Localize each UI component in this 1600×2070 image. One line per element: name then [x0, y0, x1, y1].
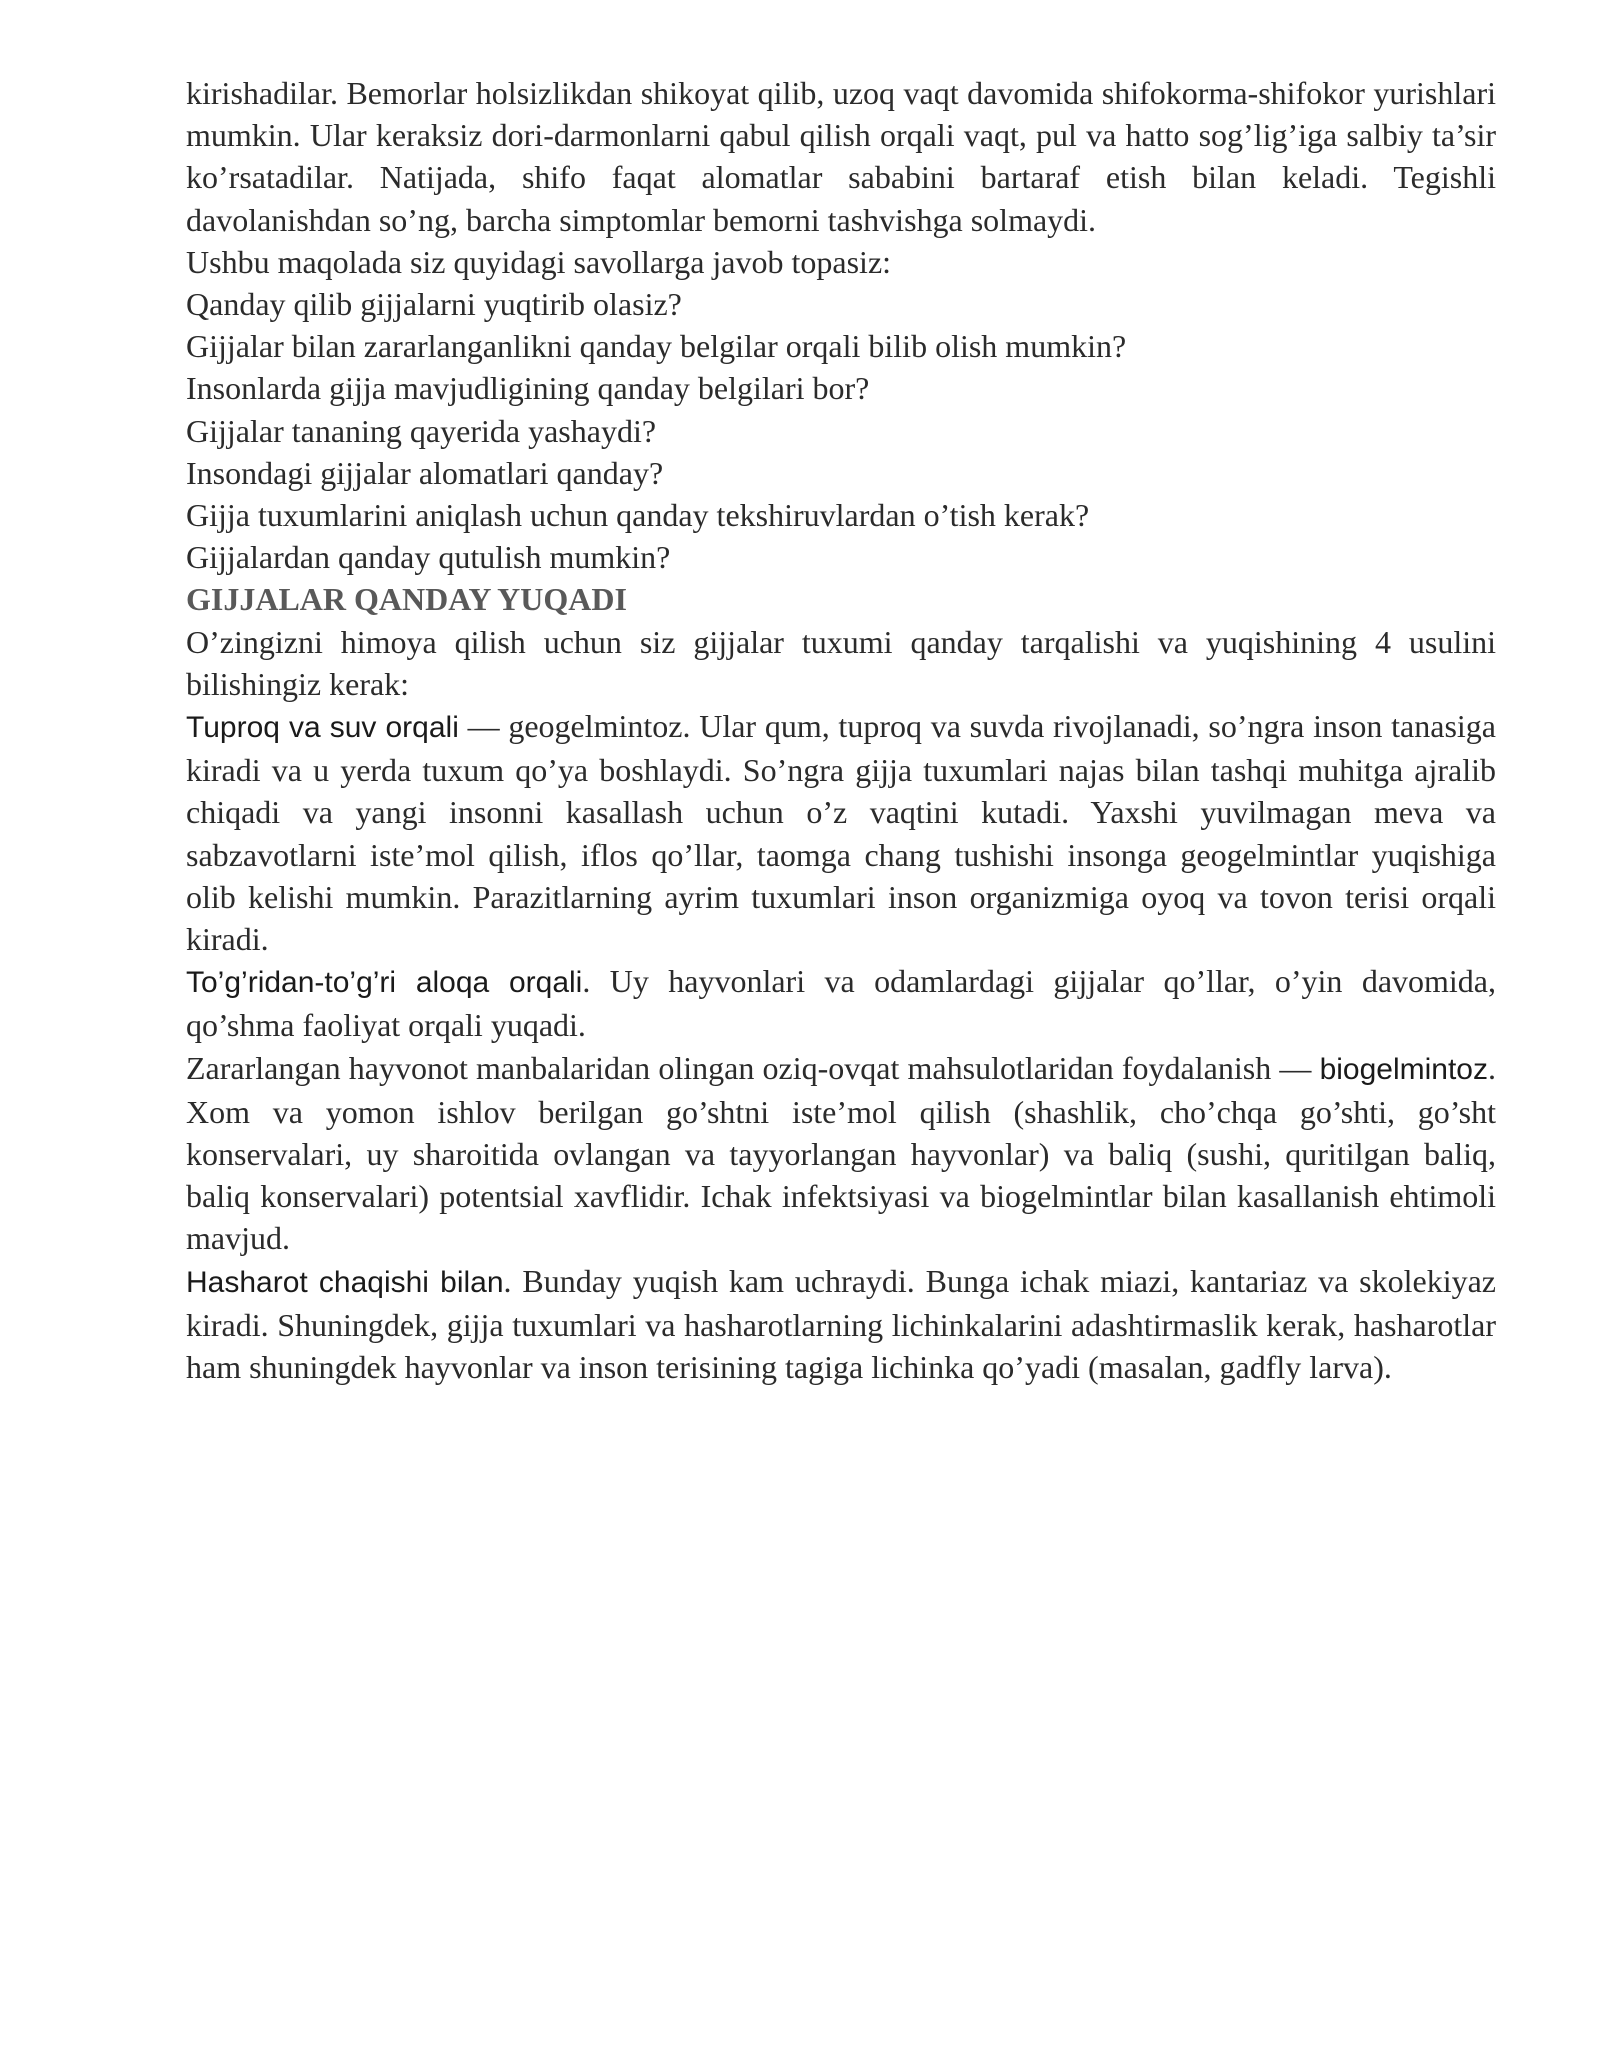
- way-lead: Tuproq va suv orqali: [186, 711, 459, 745]
- question-item: Gijjalar bilan zararlanganlikni qanday belgilar orqali bilib olish mumkin?: [186, 328, 1127, 365]
- document-page: [186, 72, 1496, 1388]
- way-text: . Bunday yuqish kam uchraydi. Bunga ichak miazi, kantariaz va skolekiyaz kiradi. Shuningdek, gijja tuxumlari va hasharotlarning lichinkalarini adashtirmaslik kerak, hasharotlar ham shuningdek hayvonlar va inson terisining tagiga lichinka qo’yadi (masalan, gadfly larva).: [186, 1262, 1496, 1386]
- way-prefix: Zararlangan hayvonot manbalaridan olingan oziq-ovqat mahsulotlaridan foydalanish —: [186, 1049, 1320, 1086]
- way-lead: To’g’ridan-to’g’ri aloqa orqali: [186, 966, 583, 1000]
- way-text: — geogelmintoz. Ular qum, tuproq va suvda rivojlanadi, so’ngra inson tanasiga kiradi va u yerda tuxum qo’ya boshlaydi. So’ngra gijja tuxumlari najas bilan tashqi muhitga ajralib chiqadi va yangi insonni kasallash uchun o’z vaqtini kutadi. Yaxshi yuvilmagan meva va sabzavotlarni iste’mol qilish, iflos qo’llar, taomga chang tushishi insonga geogelmintlar yuqishiga olib kelishi mumkin. Parazitlarning ayrim tuxumlari inson organizmiga oyoq va tovon terisi orqali kiradi.: [186, 708, 1496, 958]
- transmission-way-paragraph: [186, 1260, 1496, 1389]
- question-item: Gijja tuxumlarini aniqlash uchun qanday tekshiruvlardan o’tish kerak?: [186, 497, 1090, 534]
- way-lead: biogelmintoz: [1319, 1052, 1488, 1086]
- section-heading: GIJJALAR QANDAY YUQADI: [186, 581, 627, 618]
- section-intro: O’zingizni himoya qilish uchun siz gijjalar tuxumi qanday tarqalishi va yuqishining 4 usulini bilishingiz kerak:: [186, 623, 1496, 702]
- way-lead: Hasharot chaqishi bilan: [186, 1265, 504, 1299]
- question-item: Qanday qilib gijjalarni yuqtirib olasiz?: [186, 286, 682, 323]
- intro-paragraph: kirishadilar. Bemorlar holsizlikdan shikoyat qilib, uzoq vaqt davomida shifokorma-shifokor yurishlari mumkin. Ular keraksiz dori-darmonlarni qabul qilish orqali vaqt, pul va hatto sog’lig’iga salbiy ta’sir ko’rsatadilar. Natijada, shifo faqat alomatlar sababini bartaraf etish bilan keladi. Tegishli davolanishdan so’ng, barcha simptomlar bemorni tashvishga solmaydi.: [186, 75, 1496, 238]
- way-text: . Xom va yomon ishlov berilgan go’shtni iste’mol qilish (shashlik, cho’chqa go’shti, go’sht konservalari, uy sharoitida ovlangan va tayyorlangan hayvonlar) va baliq (sushi, quritilgan baliq, baliq konservalari) potentsial xavflidir. Ichak infektsiyasi va biogelmintlar bilan kasallanish ehtimoli mavjud.: [186, 1049, 1496, 1257]
- question-item: Insondagi gijjalar alomatlari qanday?: [186, 454, 664, 491]
- questions-intro: Ushbu maqolada siz quyidagi savollarga javob topasiz:: [186, 243, 892, 280]
- transmission-way-paragraph: [186, 705, 1496, 960]
- transmission-way-paragraph: [186, 1047, 1496, 1260]
- transmission-way-paragraph: [186, 960, 1496, 1046]
- question-item: Insonlarda gijja mavjudligining qanday belgilari bor?: [186, 370, 870, 407]
- question-item: Gijjalar tananing qayerida yashaydi?: [186, 412, 657, 449]
- way-text: . Uy hayvonlari va odamlardagi gijjalar qo’llar, o’yin davomida, qo’shma faoliyat orqali yuqadi.: [186, 963, 1496, 1044]
- question-item: Gijjalardan qanday qutulish mumkin?: [186, 539, 671, 576]
